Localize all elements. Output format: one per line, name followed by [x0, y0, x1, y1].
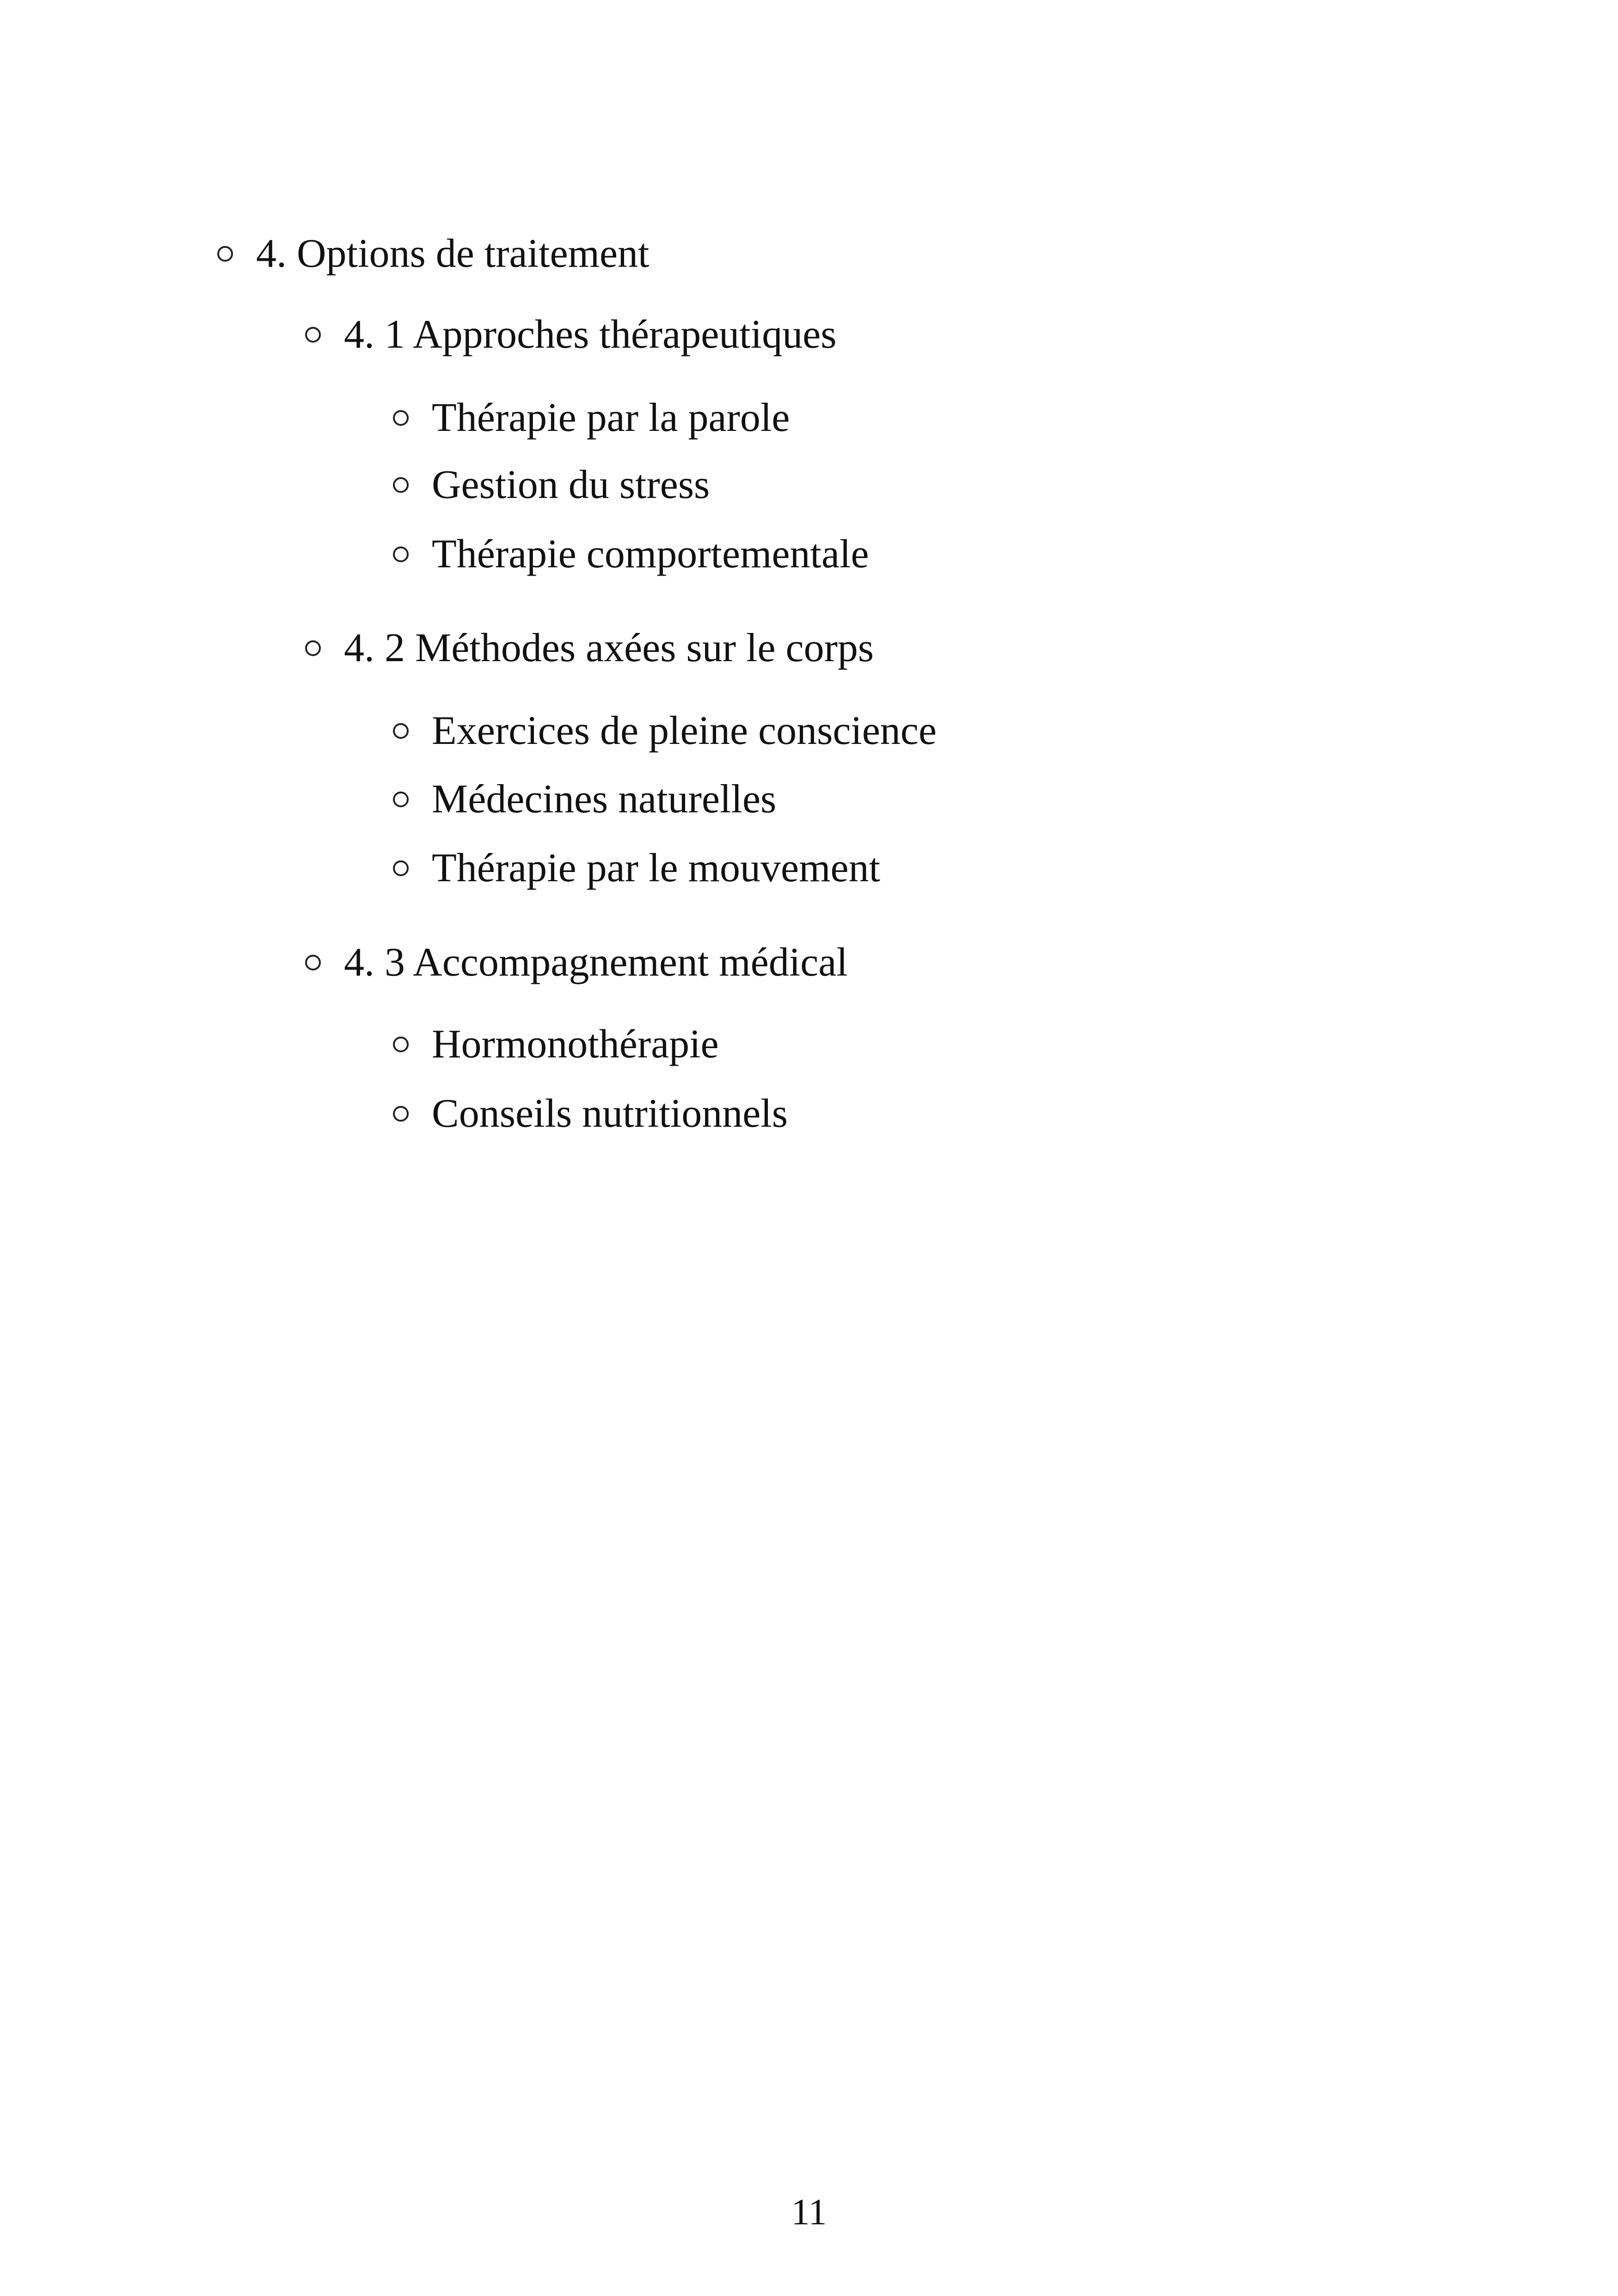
- hollow-bullet-icon: [305, 327, 321, 343]
- page-number: 11: [791, 2192, 827, 2233]
- section-title: [305, 628, 874, 669]
- hollow-bullet-icon: [393, 723, 409, 739]
- list-item-text: Conseils nutritionnels: [432, 1091, 788, 1136]
- section-title: [305, 942, 848, 983]
- list-item: [393, 1093, 788, 1134]
- list-item: [393, 848, 880, 889]
- list-item-text: Médecines naturelles: [432, 777, 777, 822]
- list-item: [393, 779, 776, 820]
- outline-heading-text: 4. Options de traitement: [256, 231, 650, 276]
- hollow-bullet-icon: [393, 1106, 409, 1122]
- list-item: [393, 395, 790, 440]
- list-item: [393, 462, 710, 507]
- hollow-bullet-icon: [393, 1037, 409, 1052]
- hollow-bullet-icon: [217, 246, 233, 262]
- list-item-text: Thérapie comportementale: [432, 532, 869, 577]
- hollow-bullet-icon: [305, 640, 321, 656]
- list-item-text: Hormonothérapie: [432, 1022, 719, 1067]
- list-item-text: Exercices de pleine conscience: [432, 708, 937, 753]
- hollow-bullet-icon: [393, 546, 409, 562]
- hollow-bullet-icon: [305, 955, 321, 970]
- list-item: [393, 1024, 719, 1065]
- hollow-bullet-icon: [393, 410, 409, 426]
- section-title-text: 4. 1 Approches thérapeutiques: [344, 312, 837, 357]
- section-title-text: 4. 2 Méthodes axées sur le corps: [344, 626, 874, 670]
- hollow-bullet-icon: [393, 477, 409, 493]
- list-item-text: Thérapie par la parole: [432, 395, 790, 440]
- outline-heading: [217, 233, 649, 274]
- section-title: [305, 314, 837, 355]
- hollow-bullet-icon: [393, 792, 409, 807]
- list-item: [393, 708, 937, 753]
- list-item-text: Thérapie par le mouvement: [432, 846, 881, 890]
- list-item-text: Gestion du stress: [432, 462, 710, 507]
- section-title-text: 4. 3 Accompagnement médical: [344, 940, 848, 985]
- list-item: [393, 534, 869, 575]
- hollow-bullet-icon: [393, 860, 409, 876]
